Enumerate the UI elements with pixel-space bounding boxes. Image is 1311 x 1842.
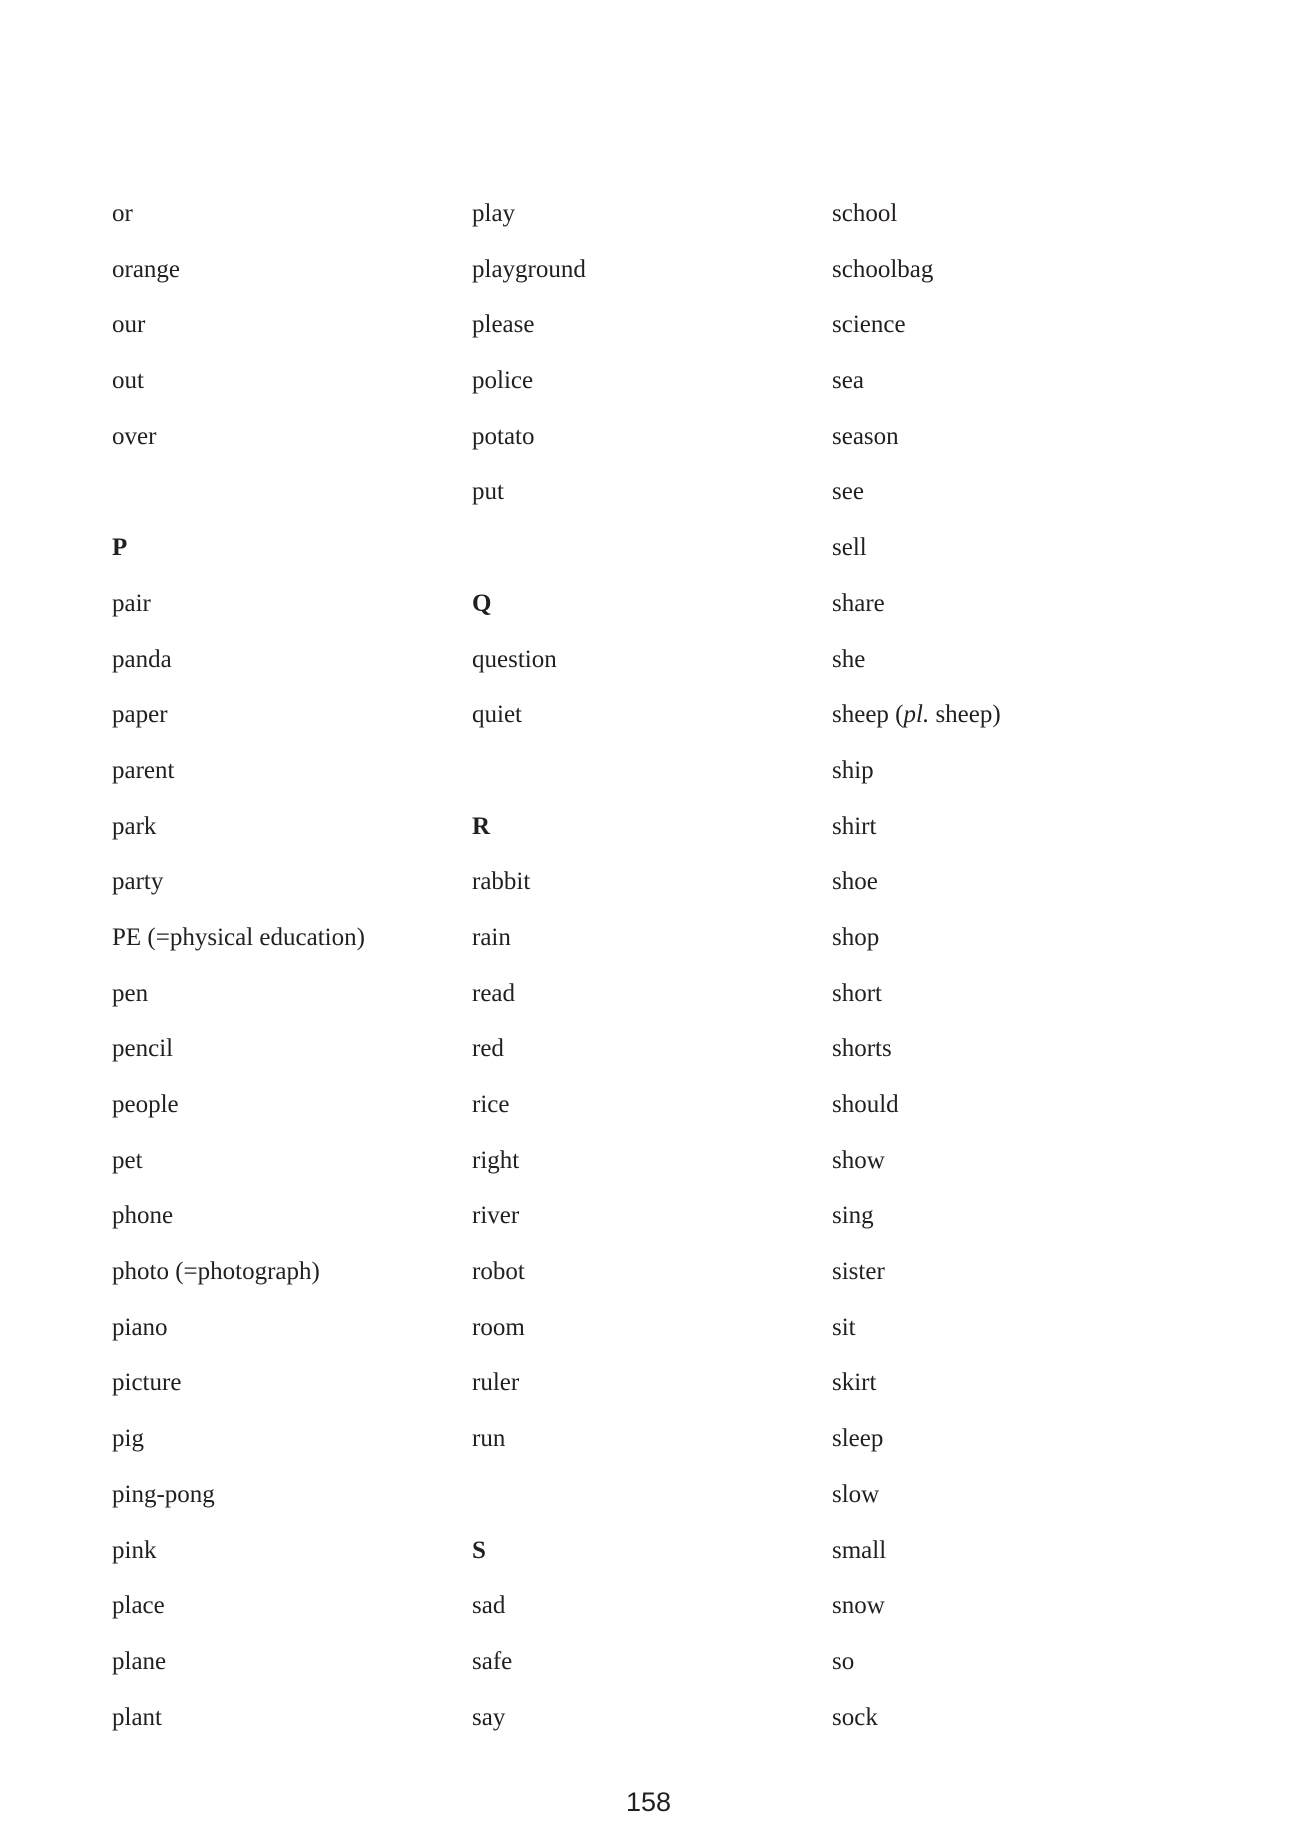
word-text: pink	[112, 1536, 157, 1564]
word-text: quiet	[472, 701, 522, 729]
word-entry	[832, 1031, 1172, 1087]
word-entry	[112, 586, 452, 642]
letter-heading	[472, 809, 812, 865]
word-entry	[472, 1087, 812, 1143]
word-text: skirt	[832, 1369, 877, 1397]
word-text: shorts	[832, 1035, 892, 1063]
heading-letter: R	[472, 812, 491, 840]
plural-form: sheep)	[929, 701, 1001, 729]
word-entry	[112, 1087, 452, 1143]
word-entry	[472, 1644, 812, 1700]
word-column-2	[472, 196, 812, 1755]
word-text: rice	[472, 1091, 510, 1118]
letter-heading	[472, 1533, 812, 1589]
word-entry	[832, 1477, 1172, 1533]
word-entry	[112, 1700, 452, 1756]
word-text: put	[472, 478, 504, 506]
word-text: sit	[832, 1313, 856, 1341]
word-entry	[832, 920, 1172, 976]
word-text: please	[472, 311, 535, 339]
word-entry	[832, 1644, 1172, 1700]
word-text: ruler	[472, 1369, 520, 1397]
word-text: sell	[832, 534, 867, 562]
word-entry	[832, 1310, 1172, 1366]
word-text: rabbit	[472, 868, 531, 896]
word-entry	[832, 864, 1172, 920]
word-text: pet	[112, 1146, 143, 1174]
word-text: shop	[832, 923, 880, 951]
word-text: river	[472, 1202, 520, 1230]
word-text: sock	[832, 1703, 878, 1731]
word-entry	[112, 642, 452, 698]
word-entry	[472, 1365, 812, 1421]
word-text: show	[832, 1146, 885, 1174]
word-text: red	[472, 1035, 504, 1063]
word-entry	[832, 1254, 1172, 1310]
word-text: sing	[832, 1202, 874, 1230]
word-entry	[472, 1198, 812, 1254]
word-text: she	[832, 645, 866, 673]
word-entry	[472, 864, 812, 920]
word-text: over	[112, 422, 157, 450]
word-entry	[832, 697, 1172, 753]
word-entry	[112, 1477, 452, 1533]
word-entry	[112, 864, 452, 920]
word-text: pen	[112, 979, 149, 1007]
word-entry	[832, 252, 1172, 308]
word-entry	[112, 753, 452, 809]
word-entry	[112, 252, 452, 308]
word-text: snow	[832, 1592, 885, 1620]
word-text: out	[112, 367, 144, 395]
word-entry	[832, 419, 1172, 475]
word-text: ping-pong	[112, 1480, 215, 1508]
word-entry	[112, 419, 452, 475]
plural-abbrev: pl.	[903, 701, 930, 729]
word-entry	[112, 976, 452, 1032]
word-text: should	[832, 1091, 899, 1118]
word-entry	[832, 1700, 1172, 1756]
word-entry	[472, 363, 812, 419]
word-entry	[472, 1254, 812, 1310]
word-entry	[112, 196, 452, 252]
word-text: season	[832, 422, 899, 450]
word-text: pig	[112, 1425, 144, 1453]
word-text: panda	[112, 645, 172, 673]
word-text: say	[472, 1703, 506, 1731]
word-text: question	[472, 645, 557, 673]
word-text: police	[472, 367, 534, 395]
word-entry	[832, 1143, 1172, 1199]
word-entry	[112, 1031, 452, 1087]
word-text: playground	[472, 255, 586, 283]
word-text: photo (=photograph)	[112, 1258, 320, 1286]
word-text: party	[112, 868, 164, 896]
word-entry	[472, 1310, 812, 1366]
word-entry	[112, 1310, 452, 1366]
word-entry	[112, 307, 452, 363]
letter-heading	[472, 586, 812, 642]
word-text: pencil	[112, 1035, 174, 1063]
word-entry	[832, 1421, 1172, 1477]
word-text: rain	[472, 923, 511, 951]
word-entry	[472, 196, 812, 252]
word-text: so	[832, 1647, 855, 1675]
word-entry	[472, 1143, 812, 1199]
heading-letter: S	[472, 1536, 486, 1564]
word-text: school	[832, 200, 898, 227]
word-text: right	[472, 1146, 520, 1174]
word-entry	[112, 1644, 452, 1700]
word-entry	[472, 1700, 812, 1756]
word-text: piano	[112, 1313, 168, 1341]
word-entry	[472, 642, 812, 698]
word-entry	[472, 1421, 812, 1477]
word-entry	[832, 1365, 1172, 1421]
word-text: parent	[112, 756, 175, 784]
word-text: shoe	[832, 868, 878, 896]
word-entry	[472, 252, 812, 308]
word-entry	[112, 1254, 452, 1310]
word-entry	[472, 976, 812, 1032]
word-text: plane	[112, 1647, 167, 1675]
word-text: sad	[472, 1592, 506, 1620]
word-text: place	[112, 1592, 165, 1620]
word-text: play	[472, 200, 516, 227]
word-text: share	[832, 589, 885, 617]
word-text: orange	[112, 255, 181, 283]
word-entry	[832, 363, 1172, 419]
word-entry	[472, 697, 812, 753]
word-entry	[832, 474, 1172, 530]
word-entry	[112, 1198, 452, 1254]
word-column-3	[832, 196, 1172, 1755]
word-text: potato	[472, 422, 535, 450]
word-text: small	[832, 1536, 887, 1564]
word-entry	[112, 920, 452, 976]
word-text: plant	[112, 1703, 162, 1731]
word-text: sheep (	[832, 701, 904, 729]
blank-row	[112, 474, 452, 530]
word-entry	[112, 1365, 452, 1421]
word-text: picture	[112, 1369, 182, 1397]
word-entry	[112, 697, 452, 753]
word-entry	[832, 530, 1172, 586]
word-entry	[832, 1198, 1172, 1254]
word-text: shirt	[832, 812, 877, 840]
word-text: science	[832, 311, 906, 339]
word-entry	[832, 976, 1172, 1032]
word-text: safe	[472, 1647, 513, 1675]
word-entry	[112, 1421, 452, 1477]
word-text: or	[112, 200, 133, 227]
word-entry	[472, 307, 812, 363]
blank-row	[472, 530, 812, 586]
word-text: schoolbag	[832, 255, 934, 283]
word-text: run	[472, 1425, 506, 1453]
word-entry	[832, 196, 1172, 252]
word-entry	[832, 1588, 1172, 1644]
page-number: 158	[625, 1787, 672, 1817]
word-text: sister	[832, 1258, 885, 1286]
word-entry	[472, 1031, 812, 1087]
word-entry	[832, 1087, 1172, 1143]
word-text: sea	[832, 367, 864, 395]
word-text: short	[832, 979, 882, 1007]
letter-heading	[112, 530, 452, 586]
word-entry	[832, 1533, 1172, 1589]
word-entry	[472, 1588, 812, 1644]
word-entry	[112, 1533, 452, 1589]
word-text: see	[832, 478, 864, 506]
word-text: slow	[832, 1480, 880, 1508]
word-entry	[112, 363, 452, 419]
word-text: PE (=physical education)	[112, 923, 365, 951]
word-text: our	[112, 311, 146, 339]
word-entry	[112, 809, 452, 865]
word-text: people	[112, 1091, 179, 1118]
word-entry	[472, 474, 812, 530]
blank-row	[472, 1477, 812, 1533]
word-entry	[472, 920, 812, 976]
word-text: room	[472, 1313, 525, 1341]
word-entry	[832, 809, 1172, 865]
word-entry	[112, 1143, 452, 1199]
heading-letter: Q	[472, 589, 492, 617]
word-column-1	[112, 196, 452, 1755]
word-text: robot	[472, 1258, 525, 1286]
word-text: ship	[832, 756, 874, 784]
word-text: sleep	[832, 1425, 884, 1453]
word-entry	[832, 307, 1172, 363]
word-text: paper	[112, 701, 168, 729]
word-entry	[832, 642, 1172, 698]
word-text: phone	[112, 1202, 174, 1230]
blank-row	[472, 753, 812, 809]
word-entry	[112, 1588, 452, 1644]
word-text: park	[112, 812, 157, 840]
heading-letter: P	[112, 534, 128, 562]
word-text: pair	[112, 589, 151, 617]
word-entry	[832, 753, 1172, 809]
word-entry	[472, 419, 812, 475]
word-entry	[832, 586, 1172, 642]
word-text: read	[472, 979, 516, 1007]
